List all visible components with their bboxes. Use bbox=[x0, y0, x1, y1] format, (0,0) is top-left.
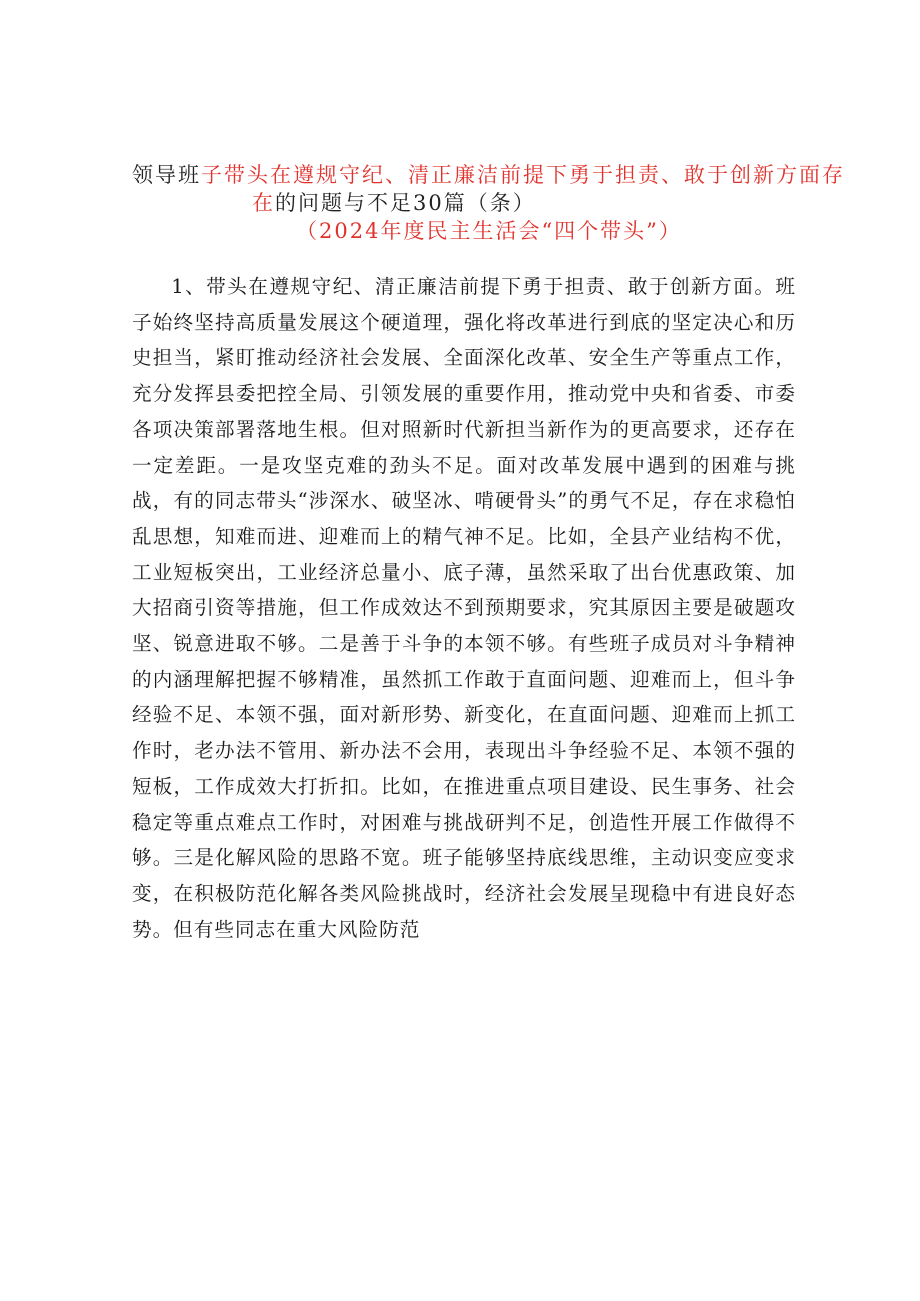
title-line-3: （2024年度民主生活会“四个带头”） bbox=[296, 219, 682, 243]
body-paragraph: 1、带头在遵规守纪、清正廉洁前提下勇于担责、敢于创新方面。班子始终坚持高质量发展这个硬道理，强化将改革进行到底的坚定决心和历史担当，紧盯推动经济社会发展、全面深化改革、安全生产等重点工作，充分发挥县委把控全局、引领发展的重要作用，推动党中央和省委、市委各项决策部署落地生根。但对照新时代新担当新作为的更高要求，还存在一定差距。一是攻坚克难的劲头不足。面对改革发展中遇到的困难与挑战，有的同志带头“涉深水、破坚冰、啃硬骨头”的勇气不足，存在求稳怕乱思想，知难而进、迎难而上的精气神不足。比如，全县产业结构不优，工业短板突出，工业经济总量小、底子薄，虽然采取了出台优惠政策、加大招商引资等措施，但工作成效达不到预期要求，究其原因主要是破题攻坚、锐意进取不够。二是善于斗争的本领不够。有些班子成员对斗争精神的内涵理解把握不够精准，虽然抓工作敢于直面问题、迎难而上，但斗争经验不足、本领不强，面对新形势、新变化，在直面问题、迎难而上抓工作时，老办法不管用、新办法不会用，表现出斗争经验不足、本领不强的短板，工作成效大打折扣。比如，在推进重点项目建设、民生事务、社会稳定等重点难点工作时，对困难与挑战研判不足，创造性开展工作做得不够。三是化解风险的思路不宽。班子能够坚持底线思维，主动识变应变求变，在积极防范化解各类风险挑战时，经济社会发展呈现稳中有进良好态势。但有些同志在重大风险防范 bbox=[132, 275, 796, 941]
title-line-1-red: 子带头在遵规守纪、清正廉洁前提下勇于担责、敢于创新方面存 bbox=[201, 163, 845, 187]
title-line-2-red: 在 bbox=[252, 191, 275, 215]
title-line-2 bbox=[252, 189, 920, 217]
title-line-2-black: 的问题与不足30篇（条） bbox=[275, 191, 536, 215]
title-line-1-black: 领导班 bbox=[132, 163, 201, 187]
title-line-1 bbox=[132, 161, 845, 189]
